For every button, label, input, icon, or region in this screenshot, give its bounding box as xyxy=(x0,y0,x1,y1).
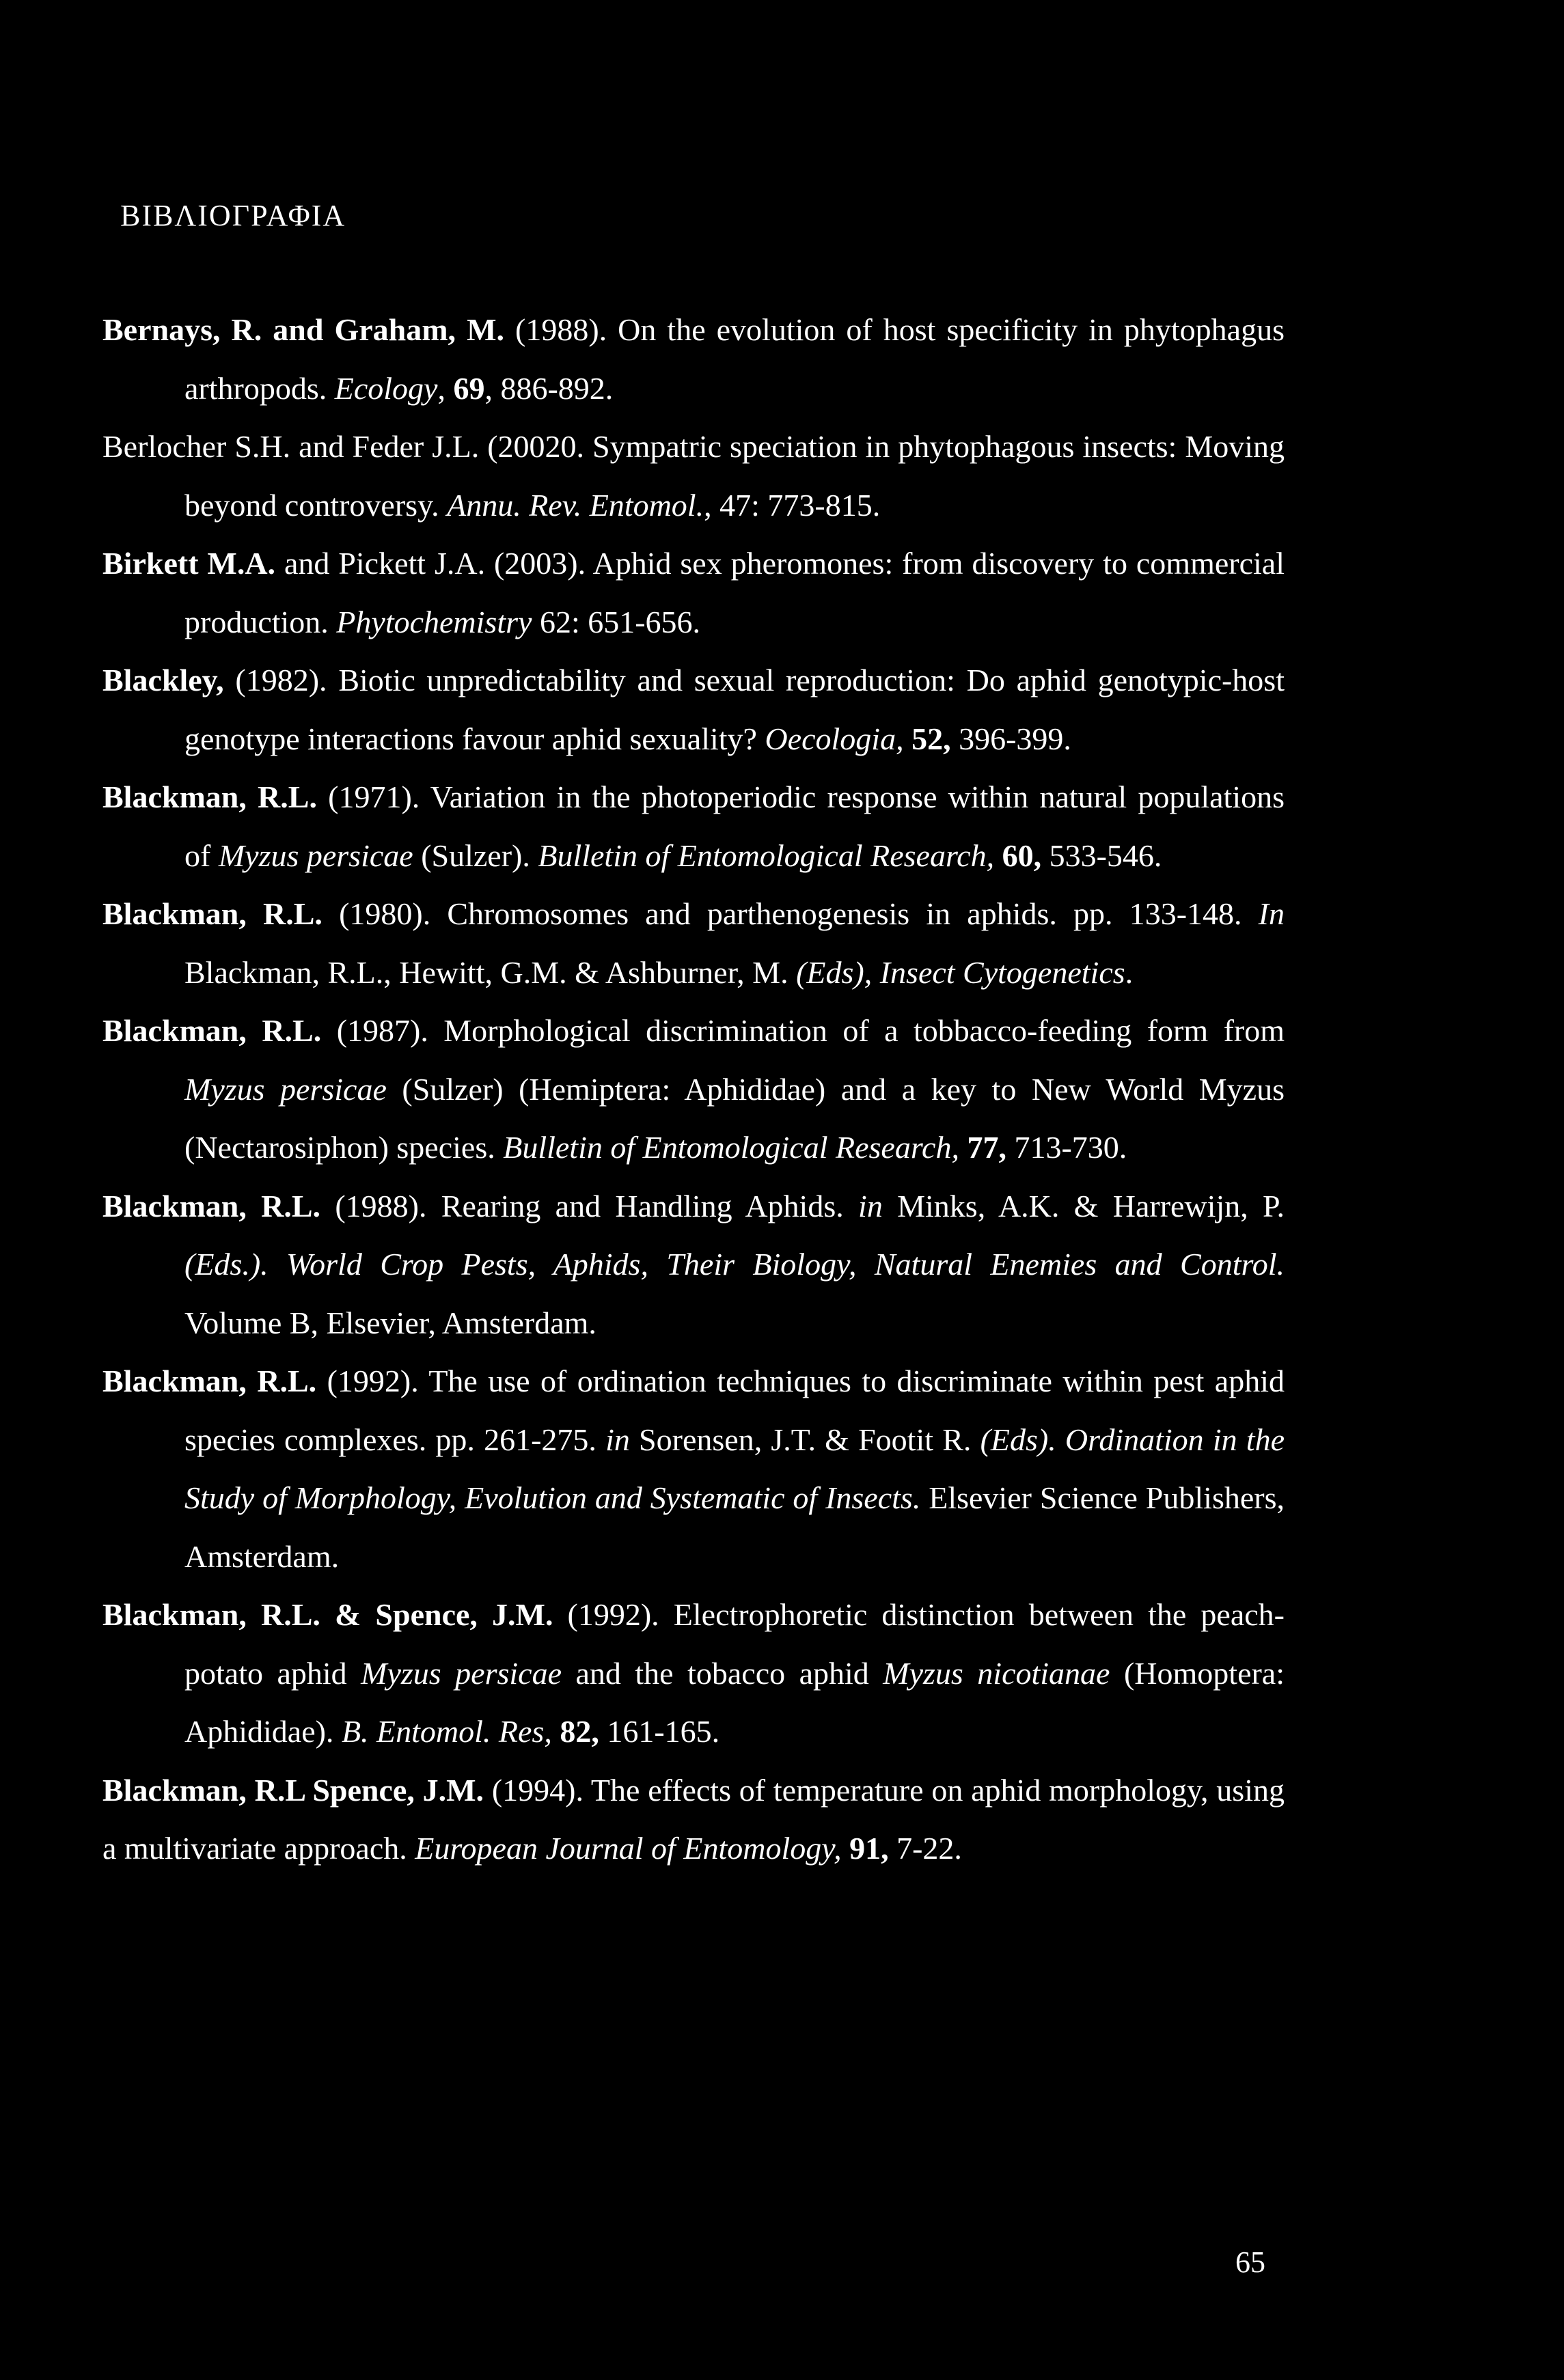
reference-text xyxy=(959,1130,968,1165)
reference-pages: 533-546. xyxy=(1041,838,1162,873)
reference-volume: 91, xyxy=(849,1831,889,1866)
reference-pages: 396-399. xyxy=(950,721,1071,756)
reference-pages: 62: 651-656. xyxy=(532,604,701,639)
reference-text: (1992). The use of ordination techniques to discriminate within pest aphid species complexes. pp. 261-275. xyxy=(184,1364,1285,1457)
reference-authors: Blackman, R.L. xyxy=(102,1188,321,1223)
page-number: 65 xyxy=(1235,2245,1265,2279)
reference-entry xyxy=(102,1001,1285,1177)
reference-text: (1971). Variation in the photoperiodic response within natural populations of xyxy=(184,779,1285,873)
reference-text xyxy=(904,721,912,756)
reference-text: (1988). Rearing and Handling Aphids. xyxy=(320,1188,859,1223)
reference-journal: Phytochemistry xyxy=(336,604,532,639)
reference-text xyxy=(842,1831,850,1866)
reference-in: In xyxy=(1258,896,1285,931)
reference-text: (1982). Biotic unpredictability and sexual reproduction: Do aphid genotypic-host genotype interactions favour aphid sexuality? xyxy=(184,663,1285,756)
reference-text: and the tobacco aphid xyxy=(562,1655,883,1691)
reference-entry xyxy=(102,1177,1285,1353)
reference-eds: (Eds), xyxy=(796,954,873,990)
reference-pages: , 47: 773-815. xyxy=(704,487,881,523)
reference-entry xyxy=(102,768,1285,885)
reference-text: (1988). On the evolution of host specificity in phytophagus arthropods. xyxy=(184,312,1285,406)
reference-authors: Birkett M.A. xyxy=(102,546,276,581)
reference-text: (Sulzer). xyxy=(413,838,538,873)
reference-authors: Blackman, R.L. & Spence, J.M. xyxy=(102,1597,553,1632)
reference-in: in xyxy=(858,1188,883,1223)
reference-eds: (Eds.). xyxy=(184,1247,269,1282)
reference-pages: 713-730. xyxy=(1006,1130,1127,1165)
reference-eds: (Eds). xyxy=(980,1422,1056,1457)
reference-species: Myzus persicae xyxy=(218,838,413,873)
reference-authors: Blackley, xyxy=(102,663,224,697)
reference-editors: Sorensen, J.T. & Footit R. xyxy=(629,1422,980,1457)
reference-species: Myzus persicae xyxy=(184,1071,387,1107)
reference-publisher: Volume B, Elsevier, Amsterdam. xyxy=(184,1305,596,1340)
reference-journal: World Crop Pests, Aphids, Their Biology, Natural Enemies and Control. xyxy=(268,1247,1285,1282)
reference-authors: Blackman, R.L. xyxy=(102,779,317,814)
reference-species: Myzus nicotianae xyxy=(883,1655,1110,1691)
reference-volume: 69 xyxy=(453,370,485,406)
reference-authors: Bernays, R. and Graham, M. xyxy=(102,312,504,347)
reference-text: (1980). Chromosomes and parthenogenesis in aphids. pp. 133-148. xyxy=(322,896,1259,931)
reference-entry xyxy=(102,1761,1285,1878)
reference-journal: Insect Cytogenetics xyxy=(872,954,1125,990)
reference-journal: European Journal of Entomology, xyxy=(415,1831,842,1866)
reference-text: (Sulzer) (Hemiptera: Aphididae) and a key to New World Myzus (Nectarosiphon) species. xyxy=(184,1071,1285,1165)
reference-entry xyxy=(102,534,1285,651)
reference-volume: 60, xyxy=(1002,838,1042,873)
reference-text xyxy=(552,1714,560,1749)
reference-text: (1994). The effects of temperature on aphid morphology, using a multivariate approach. xyxy=(102,1772,1285,1866)
page-heading: ΒΙΒΛΙΟΓΡΑΦΙΑ xyxy=(120,199,346,232)
reference-journal: Ecology xyxy=(334,370,438,406)
reference-journal: Annu. Rev. Entomol. xyxy=(447,487,704,523)
reference-pages: 7-22. xyxy=(888,1831,962,1866)
reference-entry xyxy=(102,1352,1285,1586)
reference-volume: 82, xyxy=(560,1714,599,1749)
reference-editors: Blackman, R.L., Hewitt, G.M. & Ashburner, M. xyxy=(184,954,797,990)
reference-authors: Blackman, R.L. xyxy=(102,1364,317,1398)
reference-text xyxy=(994,838,1002,873)
reference-publisher: Elsevier Science Publishers, Amsterdam. xyxy=(184,1480,1285,1574)
reference-species: Myzus persicae xyxy=(361,1655,562,1691)
reference-journal: Bulletin of Entomological Research, xyxy=(538,838,995,873)
reference-entry xyxy=(102,885,1285,1001)
reference-text: (1987). Morphological discrimination of a tobbacco-feeding form from xyxy=(321,1013,1285,1048)
reference-pages: 161-165. xyxy=(599,1714,720,1749)
reference-volume: 77, xyxy=(967,1130,1006,1165)
reference-journal: Ordination in the Study of Morphology, Evolution and Systematic of Insects. xyxy=(184,1422,1285,1515)
reference-volume: 52, xyxy=(911,721,951,756)
reference-authors: Blackman, R.L Spence, J.M. xyxy=(102,1772,484,1808)
reference-entry xyxy=(102,1586,1285,1761)
reference-entry xyxy=(102,651,1285,768)
reference-authors: Blackman, R.L. xyxy=(102,896,323,931)
reference-text: , xyxy=(437,370,454,406)
reference-text: (1992). Electrophoretic distinction between the peach-potato aphid xyxy=(184,1597,1285,1691)
reference-editors: Minks, A.K. & Harrewijn, P. xyxy=(882,1188,1285,1223)
reference-in: in xyxy=(605,1422,630,1457)
reference-pages: . xyxy=(1125,954,1134,990)
reference-text: and Pickett J.A. (2003). Aphid sex pheromones: from discovery to commercial production. xyxy=(184,546,1285,639)
reference-authors: Blackman, R.L. xyxy=(102,1013,322,1048)
reference-list xyxy=(102,301,1285,1878)
reference-pages: , 886-892. xyxy=(484,370,614,406)
reference-entry xyxy=(102,301,1285,417)
reference-journal: B. Entomol. Res, xyxy=(341,1714,552,1749)
reference-text: Berlocher S.H. and Feder J.L. (20020. Sympatric speciation in phytophagous insects: Moving beyond controversy. xyxy=(102,429,1285,523)
reference-journal: Oecologia, xyxy=(765,721,904,756)
reference-text: (Homoptera: Aphididae). xyxy=(184,1655,1285,1749)
reference-entry xyxy=(102,417,1285,534)
reference-journal: Bulletin of Entomological Research, xyxy=(503,1130,959,1165)
